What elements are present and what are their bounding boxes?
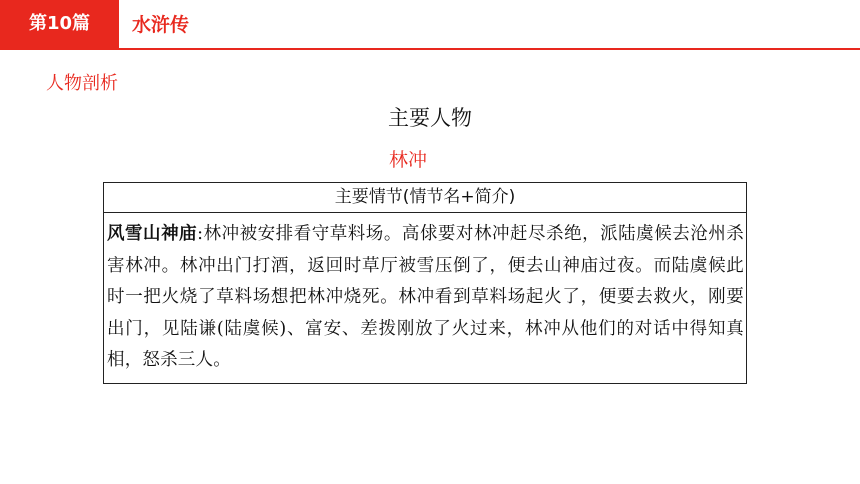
episode-separator: : <box>197 224 204 244</box>
episode-name: 风雪山神庙 <box>107 224 198 244</box>
main-heading: 主要人物 <box>388 106 472 130</box>
book-title: 水浒传 <box>132 14 190 36</box>
section-label: 人物剖析 <box>46 73 118 94</box>
chapter-tag: 第10篇 <box>0 0 119 48</box>
character-name: 林冲 <box>388 149 427 171</box>
episode-summary: 林冲被安排看守草料场。高俅要对林冲赶尽杀绝，派陆虞候去沧州杀害林冲。林冲出门打酒，返回时草厅被雪压倒了，便去山神庙过夜。而陆虞候此时一把火烧了草料场想把林冲烧死。林冲看到草料场起火了，便要去救火，刚要出门，见陆谦(陆虞候)、富安、差拨刚放了火过来，林冲从他们的对话中得知真相，怒杀三人。 <box>107 224 745 371</box>
plot-table <box>103 182 747 384</box>
table-header: 主要情节(情节名+简介) <box>104 183 746 213</box>
header-bar <box>0 0 860 50</box>
table-body <box>104 213 746 383</box>
